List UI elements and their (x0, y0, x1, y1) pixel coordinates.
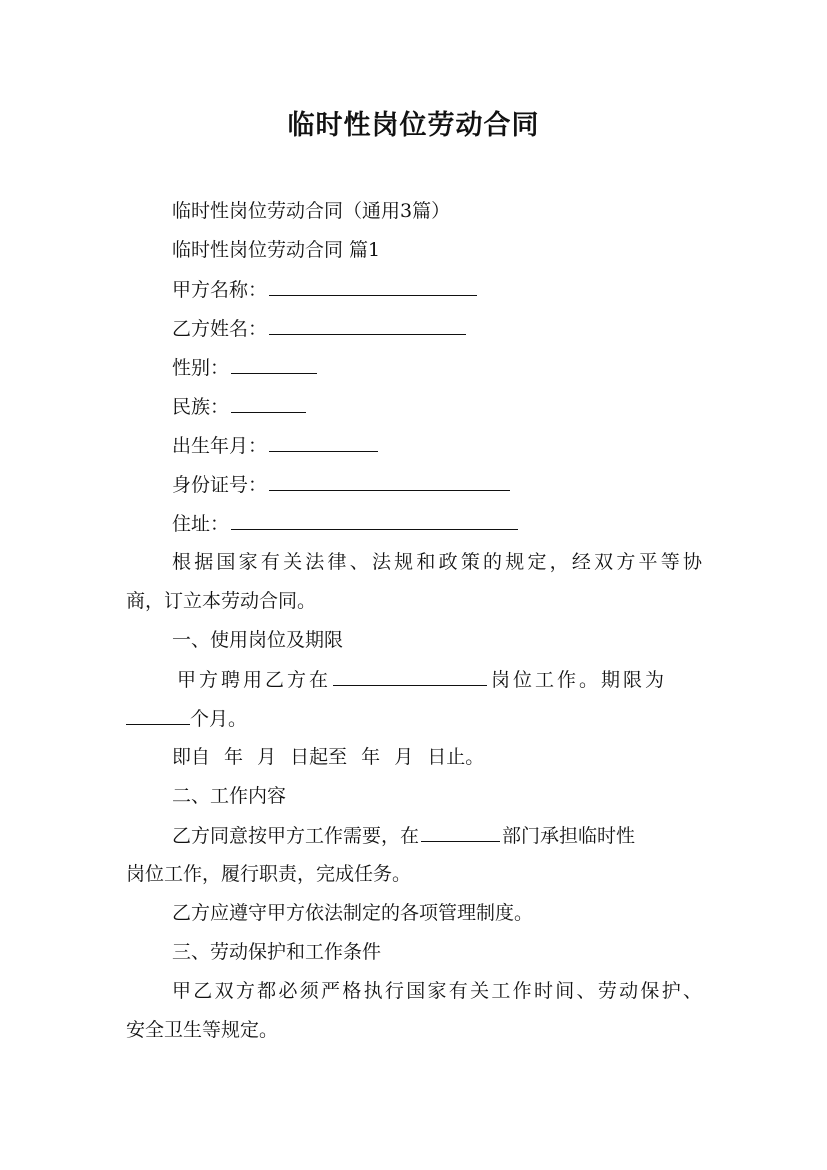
ethnicity-blank (231, 394, 306, 413)
section1-paragraph2: 即自 年 月 日起至 年 月 日止。 (172, 746, 485, 768)
section1-p1-text-a: 甲方聘用乙方在 (177, 669, 332, 691)
section1-paragraph1-line1 (177, 667, 667, 692)
birth-date-label: 出生年月： (172, 435, 268, 457)
address-blank (231, 511, 518, 530)
address-label: 住址： (172, 513, 230, 535)
gender-field (172, 355, 317, 380)
gender-blank (231, 355, 317, 374)
section2-paragraph1-line1 (172, 823, 635, 848)
party-b-name-blank (269, 316, 466, 335)
months-blank (126, 706, 190, 725)
section3-heading: 三、劳动保护和工作条件 (172, 941, 382, 963)
section2-p1-text-a: 乙方同意按甲方工作需要，在 (172, 825, 420, 847)
intro-paragraph-line1 (172, 550, 702, 574)
position-blank (333, 667, 487, 686)
party-b-name-field (172, 316, 466, 341)
party-b-name-label: 乙方姓名： (172, 318, 268, 340)
section1-heading: 一、使用岗位及期限 (172, 629, 344, 651)
document-subtitle: 临时性岗位劳动合同（通用3篇） (172, 200, 451, 222)
section1-p1-text-b: 岗位工作。期限为 (491, 669, 668, 691)
section2-paragraph1-line2: 岗位工作，履行职责，完成任务。 (126, 863, 412, 885)
intro-line1-text: 根据国家有关法律、法规和政策的规定，经双方平等协 (172, 551, 702, 573)
party-a-name-blank (269, 277, 477, 296)
id-number-blank (269, 472, 510, 491)
section2-paragraph2: 乙方应遵守甲方依法制定的各项管理制度。 (172, 902, 534, 924)
birth-date-blank (269, 433, 378, 452)
document-title: 临时性岗位劳动合同 (287, 110, 540, 141)
id-number-field (172, 472, 510, 497)
birth-date-field (172, 433, 378, 458)
part-heading: 临时性岗位劳动合同 篇1 (172, 239, 381, 261)
address-field (172, 511, 518, 536)
section1-paragraph1-line2 (126, 706, 247, 731)
section3-paragraph1-line2: 安全卫生等规定。 (126, 1019, 279, 1041)
intro-paragraph-line2: 商，订立本劳动合同。 (126, 590, 317, 612)
party-a-name-label: 甲方名称： (172, 279, 268, 301)
department-blank (421, 823, 500, 842)
section1-p1-text-c: 个月。 (190, 708, 248, 730)
section2-heading: 二、工作内容 (172, 785, 287, 807)
id-number-label: 身份证号： (172, 474, 268, 496)
section2-p1-text-b: 部门承担临时性 (502, 825, 636, 847)
gender-label: 性别： (172, 357, 230, 379)
section3-p1-line1-text: 甲乙双方都必须严格执行国家有关工作时间、劳动保护、 (172, 980, 702, 1002)
ethnicity-field (172, 394, 306, 419)
section3-paragraph1-line1 (172, 979, 702, 1003)
party-a-name-field (172, 277, 477, 302)
ethnicity-label: 民族： (172, 396, 230, 418)
